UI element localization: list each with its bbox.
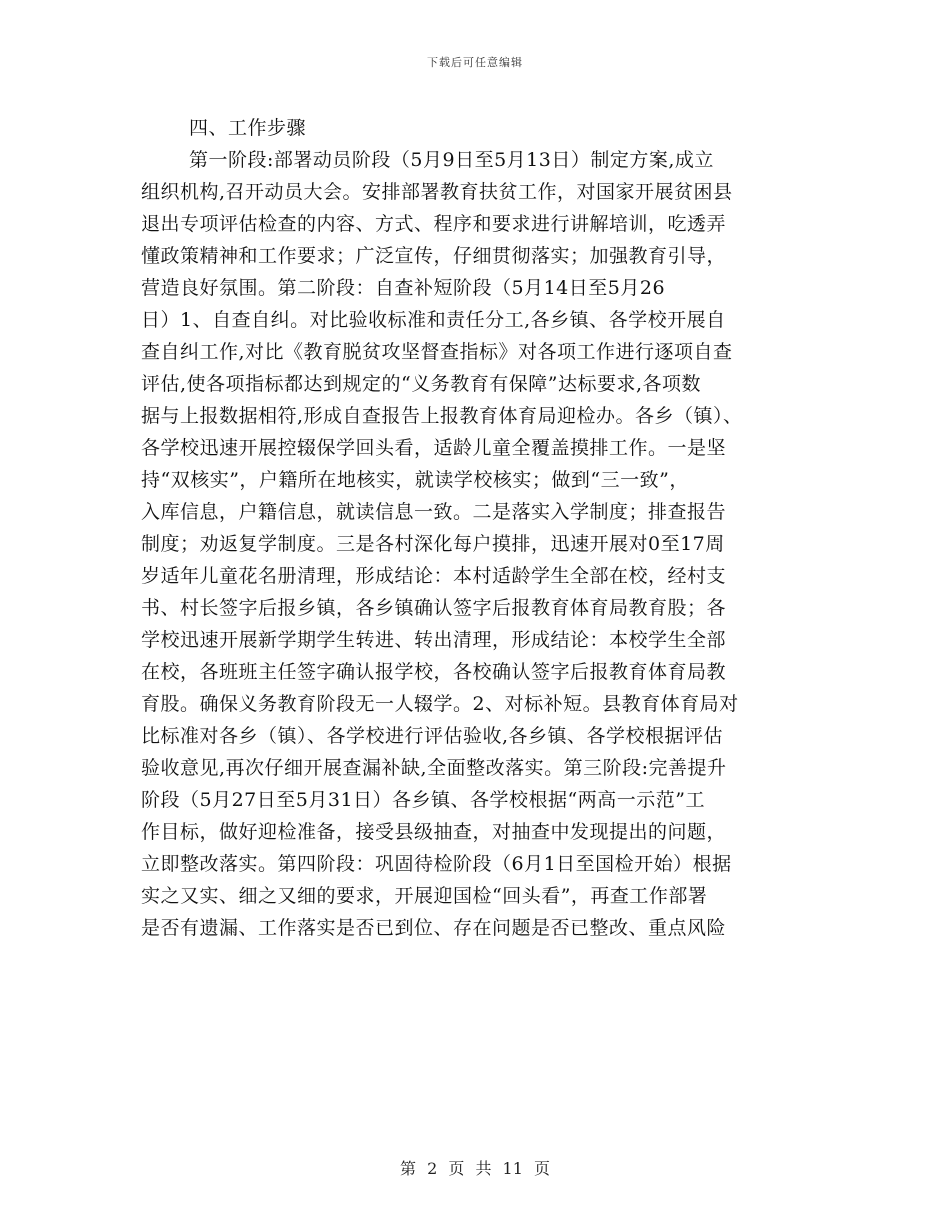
text-line: 第一阶段:部署动员阶段（5月9日至5月13日）制定方案,成立 xyxy=(189,149,714,171)
document-body xyxy=(141,112,821,944)
text-line: 在校，各班班主任签字确认报学校，各校确认签字后报教育体育局教 xyxy=(141,661,727,683)
text-line: 查自纠工作,对比《教育脱贫攻坚督查指标》对各项工作进行逐项自查 xyxy=(141,341,733,363)
text-line: 作目标，做好迎检准备，接受县级抽查，对抽查中发现提出的问题， xyxy=(141,821,727,843)
text-line: 育股。确保义务教育阶段无一人辍学。2、对标补短。县教育体育局对 xyxy=(141,693,739,715)
text-line: 退出专项评估检查的内容、方式、程序和要求进行讲解培训，吃透弄 xyxy=(141,213,727,235)
text-line: 是否有遗漏、工作落实是否已到位、存在问题是否已整改、重点风险 xyxy=(141,917,727,939)
text-line: 组织机构,召开动员大会。安排部署教育扶贫工作，对国家开展贫困县 xyxy=(141,181,733,203)
text-line: 岁适年儿童花名册清理，形成结论：本村适龄学生全部在校，经村支 xyxy=(141,565,727,587)
text-line: 实之又实、细之又细的要求，开展迎国检“回头看”，再查工作部署 xyxy=(141,885,708,907)
text-line: 书、村长签字后报乡镇，各乡镇确认签字后报教育体育局教育股；各 xyxy=(141,597,727,619)
text-line: 评估,使各项指标都达到规定的“义务教育有保障”达标要求,各项数 xyxy=(141,373,702,395)
text-line: 入库信息，户籍信息，就读信息一致。二是落实入学制度；排查报告 xyxy=(141,501,727,523)
text-line: 阶段（5月27日至5月31日）各乡镇、各学校根据“两高一示范”工 xyxy=(141,789,705,811)
section-heading: 四、工作步骤 xyxy=(189,117,307,139)
page-number: 第 2 页 共 11 页 xyxy=(400,1159,550,1178)
text-line: 各学校迅速开展控辍保学回头看，适龄儿童全覆盖摸排工作。一是坚 xyxy=(141,437,727,459)
text-line: 据与上报数据相符,形成自查报告上报教育体育局迎检办。各乡（镇）、 xyxy=(141,405,743,427)
text-line: 学校迅速开展新学期学生转进、转出清理，形成结论：本校学生全部 xyxy=(141,629,727,651)
text-line: 日）1、自查自纠。对比验收标准和责任分工,各乡镇、各学校开展自 xyxy=(141,309,726,331)
page-header: 下载后可任意编辑 xyxy=(427,56,523,69)
text-line: 营造良好氛围。第二阶段：自查补短阶段（5月14日至5月26 xyxy=(141,277,666,299)
text-line: 验收意见,再次仔细开展查漏补缺,全面整改落实。第三阶段:完善提升 xyxy=(141,757,727,779)
text-line: 比标准对各乡（镇）、各学校进行评估验收,各乡镇、各学校根据评估 xyxy=(141,725,724,747)
text-line: 持“双核实”，户籍所在地核实，就读学校核实；做到“三一致”， xyxy=(141,469,689,491)
text-line: 立即整改落实。第四阶段：巩固待检阶段（6月1日至国检开始）根据 xyxy=(141,853,732,875)
text-line: 懂政策精神和工作要求；广泛宣传，仔细贯彻落实；加强教育引导， xyxy=(141,245,727,267)
text-line: 制度；劝返复学制度。三是各村深化每户摸排，迅速开展对0至17周 xyxy=(141,533,725,555)
